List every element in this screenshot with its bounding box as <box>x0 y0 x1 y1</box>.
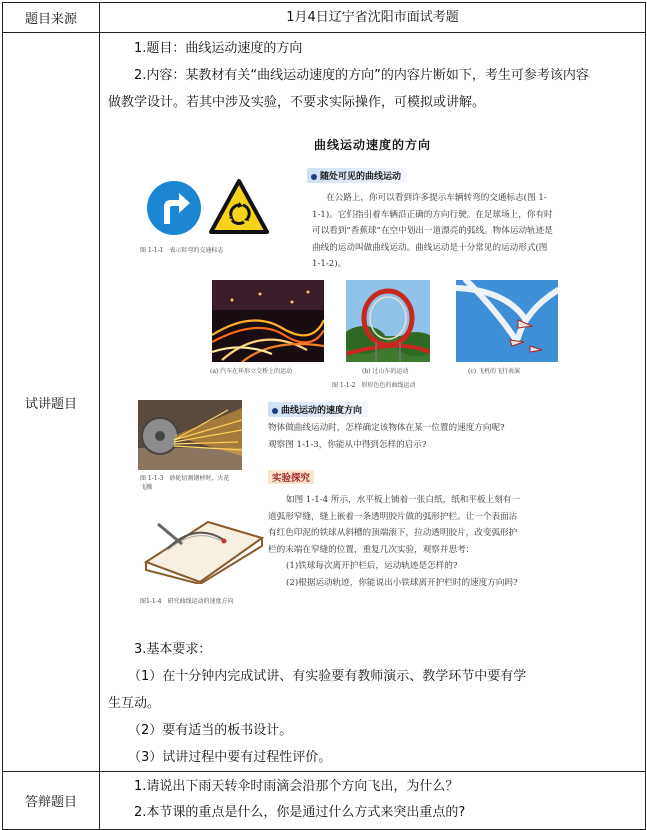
grinding-sparks-photo <box>138 400 242 470</box>
defense-question-1: 1.请说出下雨天转伞时雨滴会沿那个方向飞出，为什么？ <box>134 779 459 794</box>
section2-text: 物体做曲线运动时，怎样确定该物体在某一位置的速度方向呢? 观察图 1-1-3，你能从中得到怎样的启示? <box>268 423 505 450</box>
defense-content <box>100 772 646 830</box>
fig111-caption: 图 1-1-1 表示转弯的交通标志 <box>140 247 224 254</box>
fig112b-caption: (b) 过山车的运动 <box>362 368 409 375</box>
excerpt-title: 曲线运动速度的方向 <box>313 138 431 152</box>
trial-content <box>100 33 646 772</box>
section1-text: 在公路上，你可以看到许多提示车辆转弯的交通标志(图 1- 1-1)。它们指引着车辆沿正确的方向行驶。在足球场上，你有时 可以看到“香蕉球”在空中划出一道漂亮的弧线。物体运动轨迹是 曲线的运动叫做曲线运动。曲线运动是十分常见的运动形式(图 1-1-2)。 <box>312 193 553 269</box>
experiment-question-2: (2)根据运动轨迹，你能说出小铁球离开护栏时的速度方向吗? <box>286 577 518 588</box>
fig114-caption: 图1-1-4 研究曲线运动的速度方向 <box>140 598 234 605</box>
source-label: 题目来源 <box>3 3 100 33</box>
item-content-line2: 做教学设计。若其中涉及实验，不要求实际操作，可模拟或讲解。 <box>108 95 486 110</box>
source-value: 1月4日辽宁省沈阳市面试考题 <box>100 3 646 33</box>
section-everyday-curves: 随处可见的曲线运动 <box>307 168 407 183</box>
fig112-caption: 图 1-1-2 形形色色的曲线运动 <box>332 382 416 389</box>
item-content-line1: 2.内容：某教材有关“曲线运动速度的方向”的内容片断如下，考生可参考该内容 <box>134 68 589 83</box>
section-velocity-direction: 曲线运动的速度方向 <box>268 402 368 417</box>
item-requirements: 3.基本要求： <box>134 642 212 657</box>
experiment-question-1: (1)铁球每次离开护栏后，运动轨迹是怎样的? <box>286 561 458 571</box>
requirement-1-line1: （1）在十分钟内完成试讲、有实验要有教师演示、教学环节中要有学 <box>128 669 527 684</box>
roller-coaster-photo <box>346 280 430 362</box>
item-topic: 1.题目：曲线运动速度的方向 <box>134 41 303 56</box>
night-interchange-photo <box>212 280 324 362</box>
section-bullet-icon <box>311 174 317 180</box>
requirement-3: （3）试讲过程中要有过程性评价。 <box>128 750 332 765</box>
experiment-text: 如图 1-1-4 所示，水平板上铺着一张白纸，纸和平板上刻有一 道弧形窄缝，缝上嵌着一条透明胶片做的弧形护栏。让一个表面沾 有红色印泥的铁球从斜槽的顶端滚下，拉动透明胶片，改变弧形护 栏的末端在窄缝的位置，重复几次实验，观察并思考： (1)铁球每次离开护栏后，运动轨迹是怎样的? (2)根据运动轨迹，你能说出小铁球离开护栏时的速度方向吗? <box>268 492 573 591</box>
textbook-excerpt <box>100 120 645 636</box>
fig113-caption: 图 1-1-3 砂轮切割钢材时，火花 飞溅 <box>140 475 230 491</box>
experiment-board-diagram <box>138 504 264 584</box>
defense-question-2: 2.本节课的重点是什么，你是通过什么方式来突出重点的? <box>134 805 466 820</box>
turn-right-sign-icon <box>146 180 202 236</box>
exam-table <box>2 2 646 830</box>
requirement-1-line2: 生互动。 <box>108 696 161 711</box>
airshow-photo <box>456 280 558 362</box>
trial-label: 试讲题目 <box>3 33 100 772</box>
section-bullet-icon <box>272 408 278 414</box>
fig112c-caption: (c) 飞机的飞行表演 <box>468 368 520 375</box>
defense-label: 答辩题目 <box>3 772 100 830</box>
requirement-2: （2）要有适当的板书设计。 <box>128 723 293 738</box>
experiment-title: 实验探究 <box>268 470 314 484</box>
roundabout-warning-sign-icon <box>208 178 270 236</box>
fig112a-caption: (a) 汽车在环形立交桥上的运动 <box>210 368 293 375</box>
